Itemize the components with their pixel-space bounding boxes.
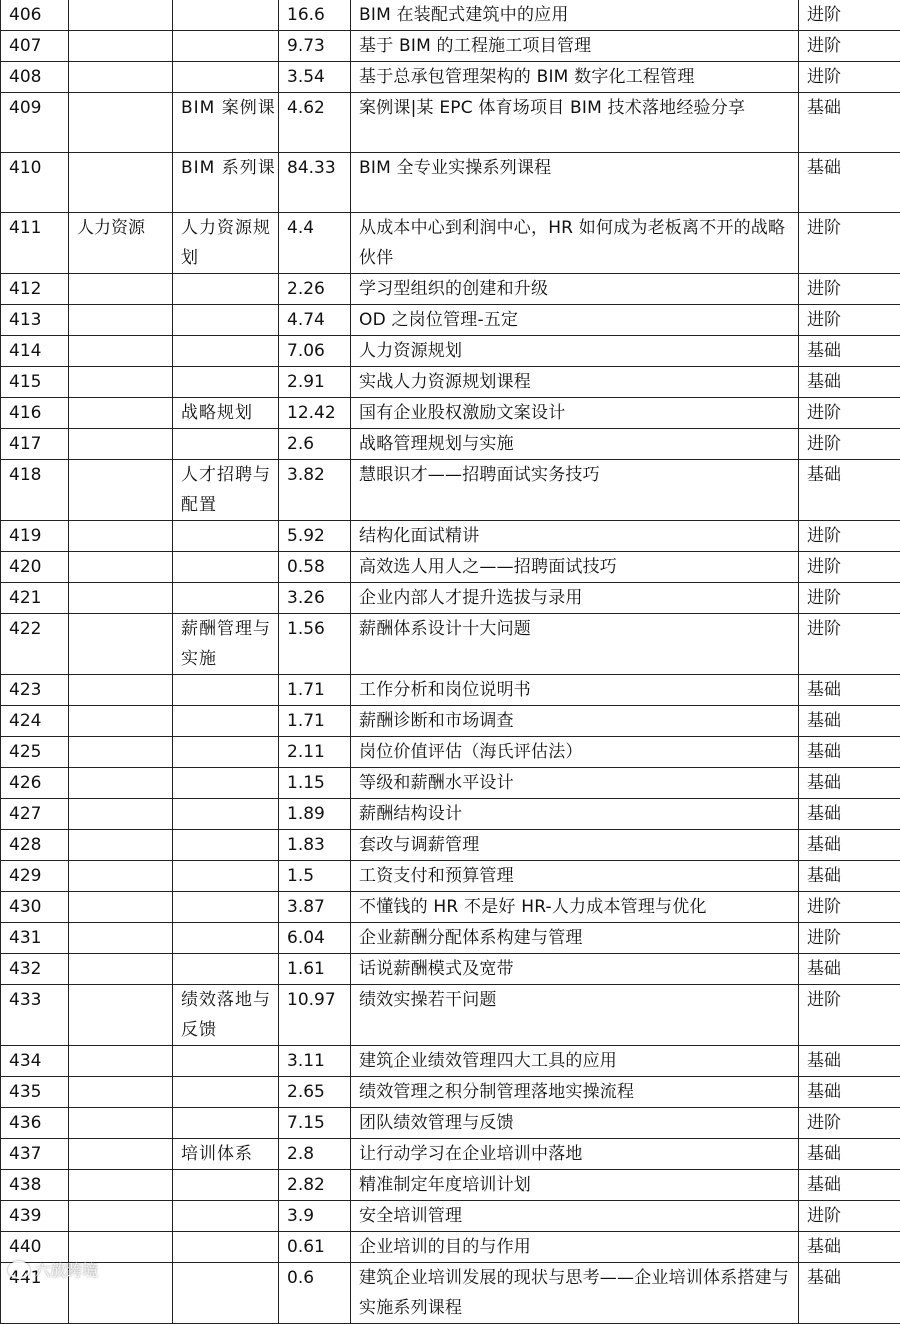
course-title-cell: 战略管理规划与实施 [351,429,799,460]
subcategory-cell [173,0,279,31]
table-row [1,1108,900,1139]
hours-cell: 9.73 [279,31,351,62]
row-index: 412 [1,274,69,305]
row-index: 440 [1,1232,69,1263]
level-cell: 进阶 [799,985,900,1046]
row-index: 414 [1,336,69,367]
category-cell [69,62,173,93]
row-index: 410 [1,153,69,213]
course-title-cell: BIM 全专业实操系列课程 [351,153,799,213]
row-index: 437 [1,1139,69,1170]
hours-cell: 1.15 [279,768,351,799]
level-cell: 基础 [799,1232,900,1263]
row-index: 430 [1,892,69,923]
course-title-cell: 绩效实操若干问题 [351,985,799,1046]
table-row [1,614,900,675]
course-table-body [1,0,900,1324]
table-row [1,954,900,985]
table-row [1,305,900,336]
row-index: 418 [1,460,69,521]
table-row [1,985,900,1046]
course-title-cell: 从成本中心到利润中心，HR 如何成为老板离不开的战略伙伴 [351,213,799,274]
row-index: 432 [1,954,69,985]
hours-cell: 84.33 [279,153,351,213]
level-cell: 基础 [799,1046,900,1077]
course-title-cell: 工作分析和岗位说明书 [351,675,799,706]
row-index: 420 [1,552,69,583]
table-row [1,1077,900,1108]
level-cell: 进阶 [799,1108,900,1139]
row-index: 439 [1,1201,69,1232]
course-title-cell: 薪酬结构设计 [351,799,799,830]
table-row [1,0,900,31]
category-cell [69,367,173,398]
subcategory-cell: 绩效落地与反馈 [173,985,279,1046]
row-index: 429 [1,861,69,892]
row-index: 435 [1,1077,69,1108]
table-row [1,1201,900,1232]
hours-cell: 2.65 [279,1077,351,1108]
category-cell [69,1201,173,1232]
table-row [1,706,900,737]
level-cell: 基础 [799,1139,900,1170]
hours-cell: 1.89 [279,799,351,830]
course-title-cell: 结构化面试精讲 [351,521,799,552]
course-title-cell: 企业培训的目的与作用 [351,1232,799,1263]
table-row [1,861,900,892]
course-title-cell: 不懂钱的 HR 不是好 HR-人力成本管理与优化 [351,892,799,923]
hours-cell: 3.54 [279,62,351,93]
subcategory-cell [173,367,279,398]
table-row [1,153,900,213]
level-cell: 基础 [799,460,900,521]
table-row [1,213,900,274]
category-cell [69,675,173,706]
subcategory-cell [173,31,279,62]
course-title-cell: 企业薪酬分配体系构建与管理 [351,923,799,954]
level-cell: 进阶 [799,274,900,305]
table-row [1,1046,900,1077]
course-title-cell: 薪酬诊断和市场调查 [351,706,799,737]
table-row [1,521,900,552]
table-row [1,737,900,768]
category-cell [69,1046,173,1077]
row-index: 423 [1,675,69,706]
subcategory-cell: 培训体系 [173,1139,279,1170]
hours-cell: 3.26 [279,583,351,614]
table-row [1,892,900,923]
category-cell [69,830,173,861]
hours-cell: 2.26 [279,274,351,305]
level-cell: 进阶 [799,305,900,336]
course-title-cell: 建筑企业培训发展的现状与思考——企业培训体系搭建与实施系列课程 [351,1263,799,1324]
row-index: 441 [1,1263,69,1324]
subcategory-cell [173,830,279,861]
subcategory-cell: 人才招聘与配置 [173,460,279,521]
row-index: 427 [1,799,69,830]
table-row [1,1170,900,1201]
row-index: 428 [1,830,69,861]
table-row [1,460,900,521]
subcategory-cell [173,305,279,336]
level-cell: 进阶 [799,213,900,274]
hours-cell: 2.91 [279,367,351,398]
course-title-cell: 工资支付和预算管理 [351,861,799,892]
subcategory-cell [173,675,279,706]
level-cell: 基础 [799,1263,900,1324]
table-row [1,768,900,799]
table-row [1,552,900,583]
category-cell [69,1170,173,1201]
category-cell: 人力资源 [69,213,173,274]
level-cell: 基础 [799,706,900,737]
subcategory-cell [173,861,279,892]
hours-cell: 5.92 [279,521,351,552]
category-cell [69,93,173,153]
course-title-cell: 案例课|某 EPC 体育场项目 BIM 技术落地经验分享 [351,93,799,153]
course-title-cell: 薪酬体系设计十大问题 [351,614,799,675]
subcategory-cell: 战略规划 [173,398,279,429]
course-title-cell: 基于 BIM 的工程施工项目管理 [351,31,799,62]
subcategory-cell: BIM 系列课 [173,153,279,213]
hours-cell: 1.83 [279,830,351,861]
hours-cell: 7.15 [279,1108,351,1139]
hours-cell: 2.11 [279,737,351,768]
level-cell: 基础 [799,799,900,830]
course-title-cell: 建筑企业绩效管理四大工具的应用 [351,1046,799,1077]
category-cell [69,614,173,675]
course-title-cell: 国有企业股权激励文案设计 [351,398,799,429]
row-index: 433 [1,985,69,1046]
row-index: 406 [1,0,69,31]
subcategory-cell [173,706,279,737]
category-cell [69,923,173,954]
category-cell [69,274,173,305]
course-title-cell: BIM 在装配式建筑中的应用 [351,0,799,31]
subcategory-cell [173,954,279,985]
hours-cell: 4.4 [279,213,351,274]
subcategory-cell [173,274,279,305]
course-title-cell: 话说薪酬模式及宽带 [351,954,799,985]
hours-cell: 2.8 [279,1139,351,1170]
table-row [1,1232,900,1263]
level-cell: 基础 [799,830,900,861]
level-cell: 进阶 [799,62,900,93]
subcategory-cell: BIM 案例课 [173,93,279,153]
subcategory-cell [173,737,279,768]
subcategory-cell [173,552,279,583]
subcategory-cell [173,583,279,614]
subcategory-cell [173,429,279,460]
category-cell [69,398,173,429]
hours-cell: 16.6 [279,0,351,31]
category-cell [69,768,173,799]
subcategory-cell: 薪酬管理与实施 [173,614,279,675]
hours-cell: 0.58 [279,552,351,583]
subcategory-cell [173,521,279,552]
watermark [8,1258,98,1281]
level-cell: 进阶 [799,552,900,583]
course-title-cell: 等级和薪酬水平设计 [351,768,799,799]
level-cell: 进阶 [799,1201,900,1232]
hours-cell: 2.82 [279,1170,351,1201]
row-index: 431 [1,923,69,954]
subcategory-cell: 人力资源规划 [173,213,279,274]
level-cell: 基础 [799,336,900,367]
table-row [1,274,900,305]
table-row [1,1263,900,1324]
subcategory-cell [173,1263,279,1324]
category-cell [69,429,173,460]
subcategory-cell [173,892,279,923]
subcategory-cell [173,1232,279,1263]
hours-cell: 1.61 [279,954,351,985]
level-cell: 进阶 [799,429,900,460]
course-title-cell: 团队绩效管理与反馈 [351,1108,799,1139]
level-cell: 基础 [799,954,900,985]
table-row [1,367,900,398]
course-title-cell: 绩效管理之积分制管理落地实操流程 [351,1077,799,1108]
row-index: 413 [1,305,69,336]
subcategory-cell [173,1046,279,1077]
hours-cell: 10.97 [279,985,351,1046]
hours-cell: 3.82 [279,460,351,521]
level-cell: 基础 [799,367,900,398]
table-row [1,62,900,93]
category-cell [69,305,173,336]
row-index: 421 [1,583,69,614]
course-title-cell: 人力资源规划 [351,336,799,367]
level-cell: 基础 [799,737,900,768]
table-row [1,1139,900,1170]
level-cell: 基础 [799,768,900,799]
course-title-cell: 学习型组织的创建和升级 [351,274,799,305]
course-title-cell: 套改与调薪管理 [351,830,799,861]
level-cell: 基础 [799,675,900,706]
hours-cell: 7.06 [279,336,351,367]
course-title-cell: 慧眼识才——招聘面试实务技巧 [351,460,799,521]
row-index: 408 [1,62,69,93]
hours-cell: 3.87 [279,892,351,923]
hours-cell: 12.42 [279,398,351,429]
row-index: 419 [1,521,69,552]
table-row [1,336,900,367]
row-index: 426 [1,768,69,799]
subcategory-cell [173,1077,279,1108]
category-cell [69,706,173,737]
category-cell [69,460,173,521]
table-row [1,830,900,861]
subcategory-cell [173,1201,279,1232]
course-title-cell: 实战人力资源规划课程 [351,367,799,398]
level-cell: 基础 [799,93,900,153]
level-cell: 进阶 [799,614,900,675]
hours-cell: 0.61 [279,1232,351,1263]
row-index: 417 [1,429,69,460]
table-row [1,675,900,706]
level-cell: 进阶 [799,923,900,954]
hours-cell: 1.71 [279,706,351,737]
category-cell [69,1077,173,1108]
level-cell: 进阶 [799,31,900,62]
row-index: 422 [1,614,69,675]
category-cell [69,1108,173,1139]
course-title-cell: 让行动学习在企业培训中落地 [351,1139,799,1170]
hours-cell: 3.9 [279,1201,351,1232]
table-row [1,583,900,614]
logo-icon [8,1261,30,1279]
category-cell [69,954,173,985]
category-cell [69,153,173,213]
course-title-cell: 基于总承包管理架构的 BIM 数字化工程管理 [351,62,799,93]
table-row [1,923,900,954]
row-index: 438 [1,1170,69,1201]
row-index: 409 [1,93,69,153]
hours-cell: 2.6 [279,429,351,460]
course-title-cell: OD 之岗位管理-五定 [351,305,799,336]
course-title-cell: 企业内部人才提升选拔与录用 [351,583,799,614]
category-cell [69,861,173,892]
category-cell [69,336,173,367]
table-row [1,429,900,460]
level-cell: 进阶 [799,0,900,31]
row-index: 415 [1,367,69,398]
subcategory-cell [173,1170,279,1201]
category-cell [69,1139,173,1170]
row-index: 407 [1,31,69,62]
row-index: 436 [1,1108,69,1139]
level-cell: 进阶 [799,398,900,429]
hours-cell: 4.62 [279,93,351,153]
level-cell: 进阶 [799,521,900,552]
category-cell [69,583,173,614]
hours-cell: 1.5 [279,861,351,892]
course-title-cell: 岗位价值评估（海氏评估法） [351,737,799,768]
level-cell: 基础 [799,1170,900,1201]
category-cell [69,521,173,552]
watermark-text: 六放跨境 [34,1258,98,1281]
table-row [1,31,900,62]
table-row [1,799,900,830]
category-cell [69,799,173,830]
level-cell: 基础 [799,153,900,213]
subcategory-cell [173,1108,279,1139]
row-index: 424 [1,706,69,737]
subcategory-cell [173,62,279,93]
category-cell [69,0,173,31]
course-title-cell: 精准制定年度培训计划 [351,1170,799,1201]
table-row [1,93,900,153]
subcategory-cell [173,768,279,799]
hours-cell: 0.6 [279,1263,351,1324]
level-cell: 进阶 [799,583,900,614]
category-cell [69,737,173,768]
row-index: 411 [1,213,69,274]
row-index: 416 [1,398,69,429]
course-title-cell: 高效选人用人之——招聘面试技巧 [351,552,799,583]
hours-cell: 1.56 [279,614,351,675]
subcategory-cell [173,923,279,954]
hours-cell: 6.04 [279,923,351,954]
row-index: 434 [1,1046,69,1077]
row-index: 425 [1,737,69,768]
table-row [1,398,900,429]
subcategory-cell [173,336,279,367]
hours-cell: 3.11 [279,1046,351,1077]
category-cell [69,552,173,583]
category-cell [69,985,173,1046]
hours-cell: 4.74 [279,305,351,336]
hours-cell: 1.71 [279,675,351,706]
category-cell [69,892,173,923]
level-cell: 基础 [799,1077,900,1108]
level-cell: 基础 [799,861,900,892]
course-title-cell: 安全培训管理 [351,1201,799,1232]
category-cell [69,31,173,62]
subcategory-cell [173,799,279,830]
level-cell: 进阶 [799,892,900,923]
